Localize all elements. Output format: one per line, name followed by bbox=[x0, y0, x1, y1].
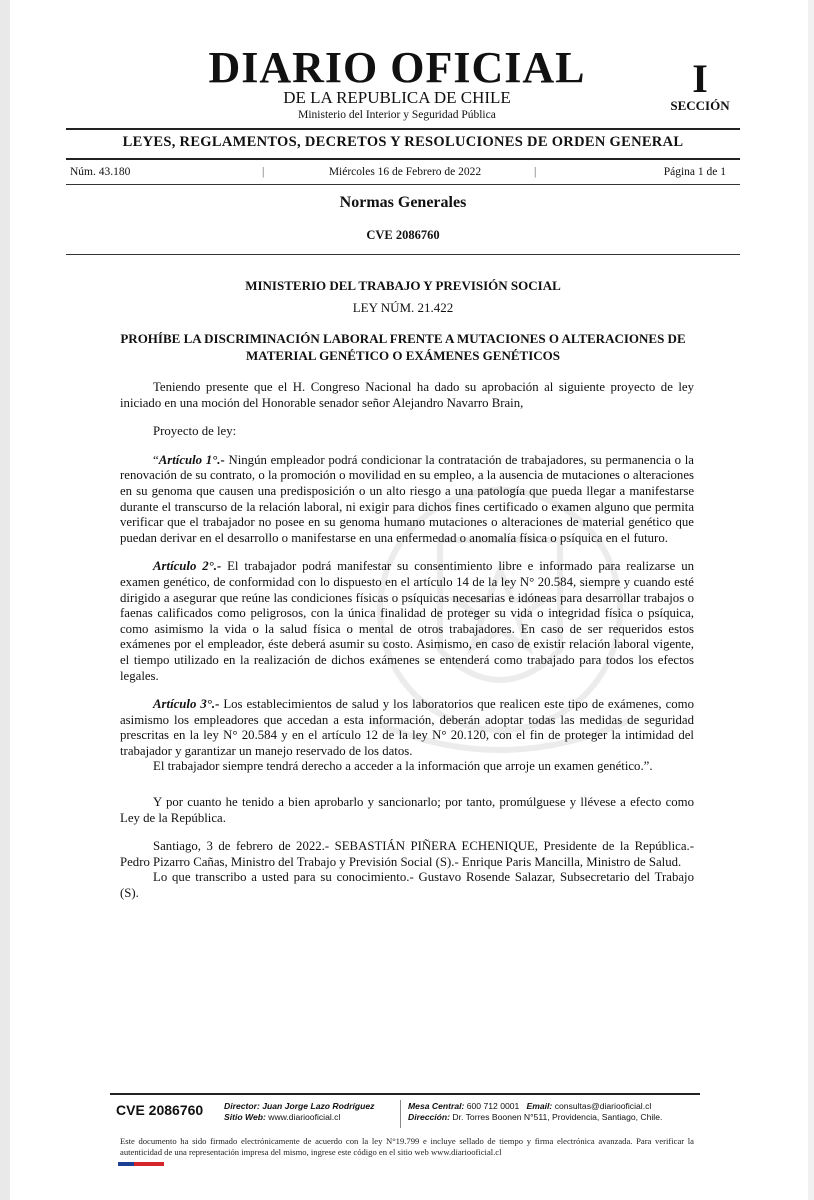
footer-divider bbox=[400, 1100, 401, 1128]
footer-rule bbox=[110, 1093, 700, 1095]
article-1-label: Artículo 1°.- bbox=[158, 452, 225, 467]
masthead bbox=[0, 44, 814, 124]
newspaper-subtitle: DE LA REPUBLICA DE CHILE bbox=[283, 88, 511, 107]
category-title: Normas Generales bbox=[339, 194, 467, 211]
address-text: Dr. Torres Boonen N°511, Providencia, Santiago, Chile. bbox=[452, 1112, 663, 1122]
open-quote: “ bbox=[153, 452, 159, 467]
chile-flag-stripe-icon bbox=[118, 1162, 164, 1166]
web-label: Sitio Web: bbox=[224, 1112, 266, 1122]
article-2-label: Artículo 2°.- bbox=[153, 559, 222, 574]
article-3 bbox=[120, 697, 694, 759]
email-link[interactable]: consultas@diariooficial.cl bbox=[554, 1101, 652, 1111]
footer bbox=[110, 1098, 700, 1132]
page-shadow-left bbox=[0, 0, 10, 1200]
page-shadow-right bbox=[808, 0, 814, 1200]
article-3-label: Artículo 3°.- bbox=[153, 697, 220, 712]
section-number: I bbox=[692, 56, 708, 101]
phone-label: Mesa Central: bbox=[408, 1101, 465, 1111]
footer-director bbox=[224, 1101, 374, 1123]
project-label: Proyecto de ley: bbox=[153, 424, 237, 439]
article-2 bbox=[120, 559, 694, 684]
meta-separator: | bbox=[534, 166, 537, 178]
section-band: LEYES, REGLAMENTOS, DECRETOS Y RESOLUCIONES DE ORDEN GENERAL bbox=[122, 134, 684, 150]
article-1-text: Ningún empleador podrá condicionar la contratación de trabajadores, su permanencia o la renovación de su contrato, o la promoción o movilidad en su empleo, a la ausencia de mutaciones o alteraciones en su genoma que causen una predisposición o un alto riesgo a una patología que pueda llegar a manifestarse durante el transcurso de la relación laboral, ni exigir para dichos fines certificado o examen alguno que permita verificar que el trabajador no posee en su genoma humano mutaciones o alteraciones de material genético que puedan derivar en el desarrollo o manifestarse en una enfermedad o anomalía física o psíquica en el futuro. bbox=[120, 452, 694, 545]
article-1 bbox=[120, 453, 694, 547]
section-label: SECCIÓN bbox=[670, 98, 730, 113]
article-3-paragraph-2: El trabajador siempre tendrá derecho a acceder a la información que arroje un examen genético.”. bbox=[153, 759, 653, 774]
law-body bbox=[120, 380, 694, 915]
header-rule-bottom bbox=[66, 184, 740, 185]
cve-code: CVE 2086760 bbox=[366, 228, 440, 242]
ministry-heading: MINISTERIO DEL TRABAJO Y PREVISIÓN SOCIAL bbox=[245, 278, 561, 293]
email-label: Email: bbox=[526, 1101, 553, 1111]
promulgation-paragraph: Y por cuanto he tenido a bien aprobarlo y sancionarlo; por tanto, promúlguese y llévese a efecto como Ley de la República. bbox=[120, 795, 694, 825]
article-2-text: El trabajador podrá manifestar su consentimiento libre e informado para realizarse un examen genético, de conformidad con lo dispuesto en el artículo 14 de la ley N° 20.584, siempre y cuando esté dirigido a asegurar que reúne las condiciones físicas o psíquicas necesarias e idóneas para desarrollar trabajos o faenas calificados como peligrosos, con la única finalidad de proteger su vida o integridad física o psíquica, como asimismo la vida o la salud física o mental de otros trabajadores. En caso de ser requeridos estos exámenes por el empleador, éste deberá asumir su costo. Asimismo, en caso de existir relación laboral vigente, el tiempo utilizado en la realización de dichos exámenes se entenderá como trabajado para todos los efectos legales. bbox=[120, 559, 694, 683]
law-number: LEY NÚM. 21.422 bbox=[352, 300, 454, 315]
signatures-paragraph: Santiago, 3 de febrero de 2022.- SEBASTIÁN PIÑERA ECHENIQUE, Presidente de la República.- Pedro Pizarro Cañas, Ministro del Trabajo y Previsión Social (S).- Enrique Paris Mancilla, Ministro de Salud. bbox=[120, 839, 694, 869]
meta-separator: | bbox=[262, 166, 265, 178]
article-3-text: Los establecimientos de salud y los laboratorios que realicen este tipo de exámenes, como asimismo los empleadores que accedan a esta información, deberán adoptar todas las medidas de seguridad prescritas en la ley N° 20.584 y en el artículo 12 de la ley N° 20.120, con el fin de proteger la intimidad del trabajador y garantizar un manejo reservado de los datos. bbox=[120, 697, 694, 758]
law-title: PROHÍBE LA DISCRIMINACIÓN LABORAL FRENTE A MUTACIONES O ALTERACIONES DE MATERIAL GENÉTICO O EXÁMENES GENÉTICOS bbox=[120, 331, 686, 363]
electronic-signature-note: Este documento ha sido firmado electrónicamente de acuerdo con la ley N°19.799 e incluye sellado de tiempo y firma electrónica avanzada. Para verificar la autenticidad de una representación impresa del mismo, ingrese este código en el sitio web www.diariooficial.cl bbox=[120, 1136, 694, 1157]
director-label: Director: bbox=[224, 1101, 260, 1111]
director-name: Juan Jorge Lazo Rodríguez bbox=[262, 1101, 375, 1111]
phone-number: 600 712 0001 bbox=[466, 1101, 520, 1111]
footer-cve-code: CVE 2086760 bbox=[116, 1102, 204, 1118]
intro-paragraph: Teniendo presente que el H. Congreso Nacional ha dado su aprobación al siguiente proyecto de ley iniciado en una moción del Honorable senador señor Alejandro Navarro Brain, bbox=[120, 380, 694, 410]
issue-number: Núm. 43.180 bbox=[70, 166, 131, 178]
website-link[interactable]: www.diariooficial.cl bbox=[268, 1112, 341, 1122]
page-count: Página 1 de 1 bbox=[663, 166, 726, 178]
footer-contact bbox=[408, 1101, 662, 1123]
category-rule bbox=[66, 254, 740, 255]
header-rule-middle bbox=[66, 158, 740, 160]
transcription-paragraph: Lo que transcribo a usted para su conocimiento.- Gustavo Rosende Salazar, Subsecretario del Trabajo (S). bbox=[120, 870, 694, 901]
header-rule-top bbox=[66, 128, 740, 130]
address-label: Dirección: bbox=[408, 1112, 451, 1122]
newspaper-ministry: Ministerio del Interior y Seguridad Pública bbox=[298, 109, 496, 121]
newspaper-title: DIARIO OFICIAL bbox=[208, 43, 586, 92]
issue-date: Miércoles 16 de Febrero de 2022 bbox=[328, 166, 482, 178]
